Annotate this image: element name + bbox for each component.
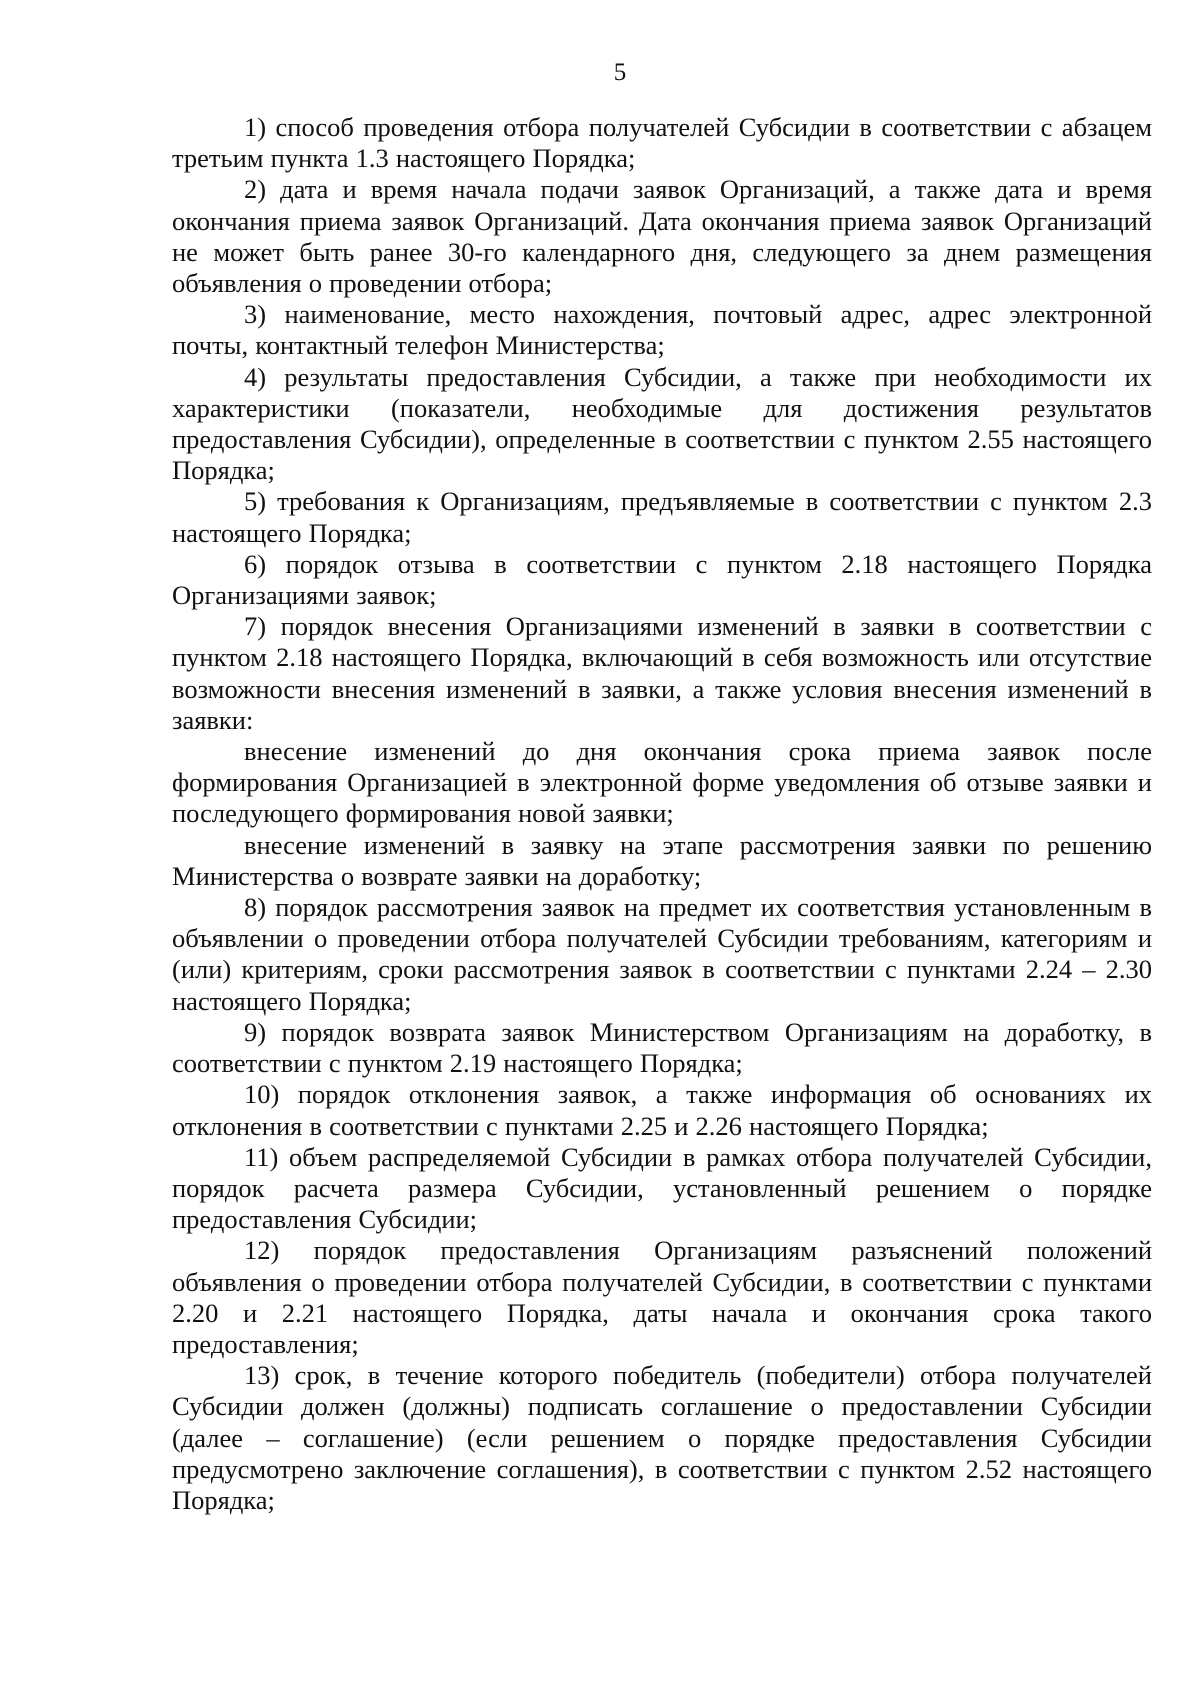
document-body (172, 112, 1152, 1516)
list-item-10: 10) порядок отклонения заявок, а также информация об основаниях их отклонения в соответствии с пунктами 2.25 и 2.26 настоящего Порядка; (172, 1079, 1152, 1141)
list-item-13: 13) срок, в течение которого победитель (победители) отбора получателей Субсидии должен (должны) подписать соглашение о предоставлении Субсидии (далее – соглашение) (если решением о порядке предоставления Субсидии предусмотрено заключение соглашения), в соответствии с пунктом 2.52 настоящего Порядка; (172, 1360, 1152, 1515)
page-number: 5 (613, 59, 627, 86)
list-item-11: 11) объем распределяемой Субсидии в рамках отбора получателей Субсидии, порядок расчета размера Субсидии, установленный решением о порядке предоставления Субсидии; (172, 1141, 1152, 1235)
list-item-8: 8) порядок рассмотрения заявок на предмет их соответствия установленным в объявлении о проведении отбора получателей Субсидии требованиям, категориям и (или) критериям, сроки рассмотрения заявок в соответствии с пунктами 2.24 – 2.30 настоящего Порядка; (172, 892, 1152, 1016)
list-item-5: 5) требования к Организациям, предъявляемые в соответствии с пунктом 2.3 настоящего Порядка; (172, 486, 1152, 548)
sub-item-7a: внесение изменений до дня окончания срока приема заявок после формирования Организацией в электронной форме уведомления об отзыве заявки и последующего формирования новой заявки; (172, 736, 1152, 829)
list-item-7: 7) порядок внесения Организациями изменений в заявки в соответствии с пунктом 2.18 настоящего Порядка, включающий в себя возможность или отсутствие возможности внесения изменений в заявки, а также условия внесения изменений в заявки: (172, 611, 1152, 735)
sub-item-7b: внесение изменений в заявку на этапе рассмотрения заявки по решению Министерства о возврате заявки на доработку; (172, 829, 1152, 891)
list-item-9: 9) порядок возврата заявок Министерством Организациям на доработку, в соответствии с пунктом 2.19 настоящего Порядка; (172, 1016, 1152, 1079)
list-item-3: 3) наименование, место нахождения, почтовый адрес, адрес электронной почты, контактный телефон Министерства; (172, 299, 1152, 361)
list-item-6: 6) порядок отзыва в соответствии с пунктом 2.18 настоящего Порядка Организациями заявок; (172, 548, 1152, 611)
list-item-2: 2) дата и время начала подачи заявок Организаций, а также дата и время окончания приема заявок Организаций. Дата окончания приема заявок Организаций не может быть ранее 30-го календарного дня, следующего за днем размещения объявления о проведении отбора; (172, 174, 1152, 299)
list-item-4: 4) результаты предоставления Субсидии, а также при необходимости их характеристики (показатели, необходимые для достижения результатов предоставления Субсидии), определенные в соответствии с пунктом 2.55 настоящего Порядка; (172, 361, 1152, 486)
list-item-12: 12) порядок предоставления Организациям разъяснений положений объявления о проведении отбора получателей Субсидии, в соответствии с пунктами 2.20 и 2.21 настоящего Порядка, даты начала и окончания срока такого предоставления; (172, 1235, 1152, 1359)
list-item-1: 1) способ проведения отбора получателей Субсидии в соответствии с абзацем третьим пункта 1.3 настоящего Порядка; (172, 112, 1152, 174)
